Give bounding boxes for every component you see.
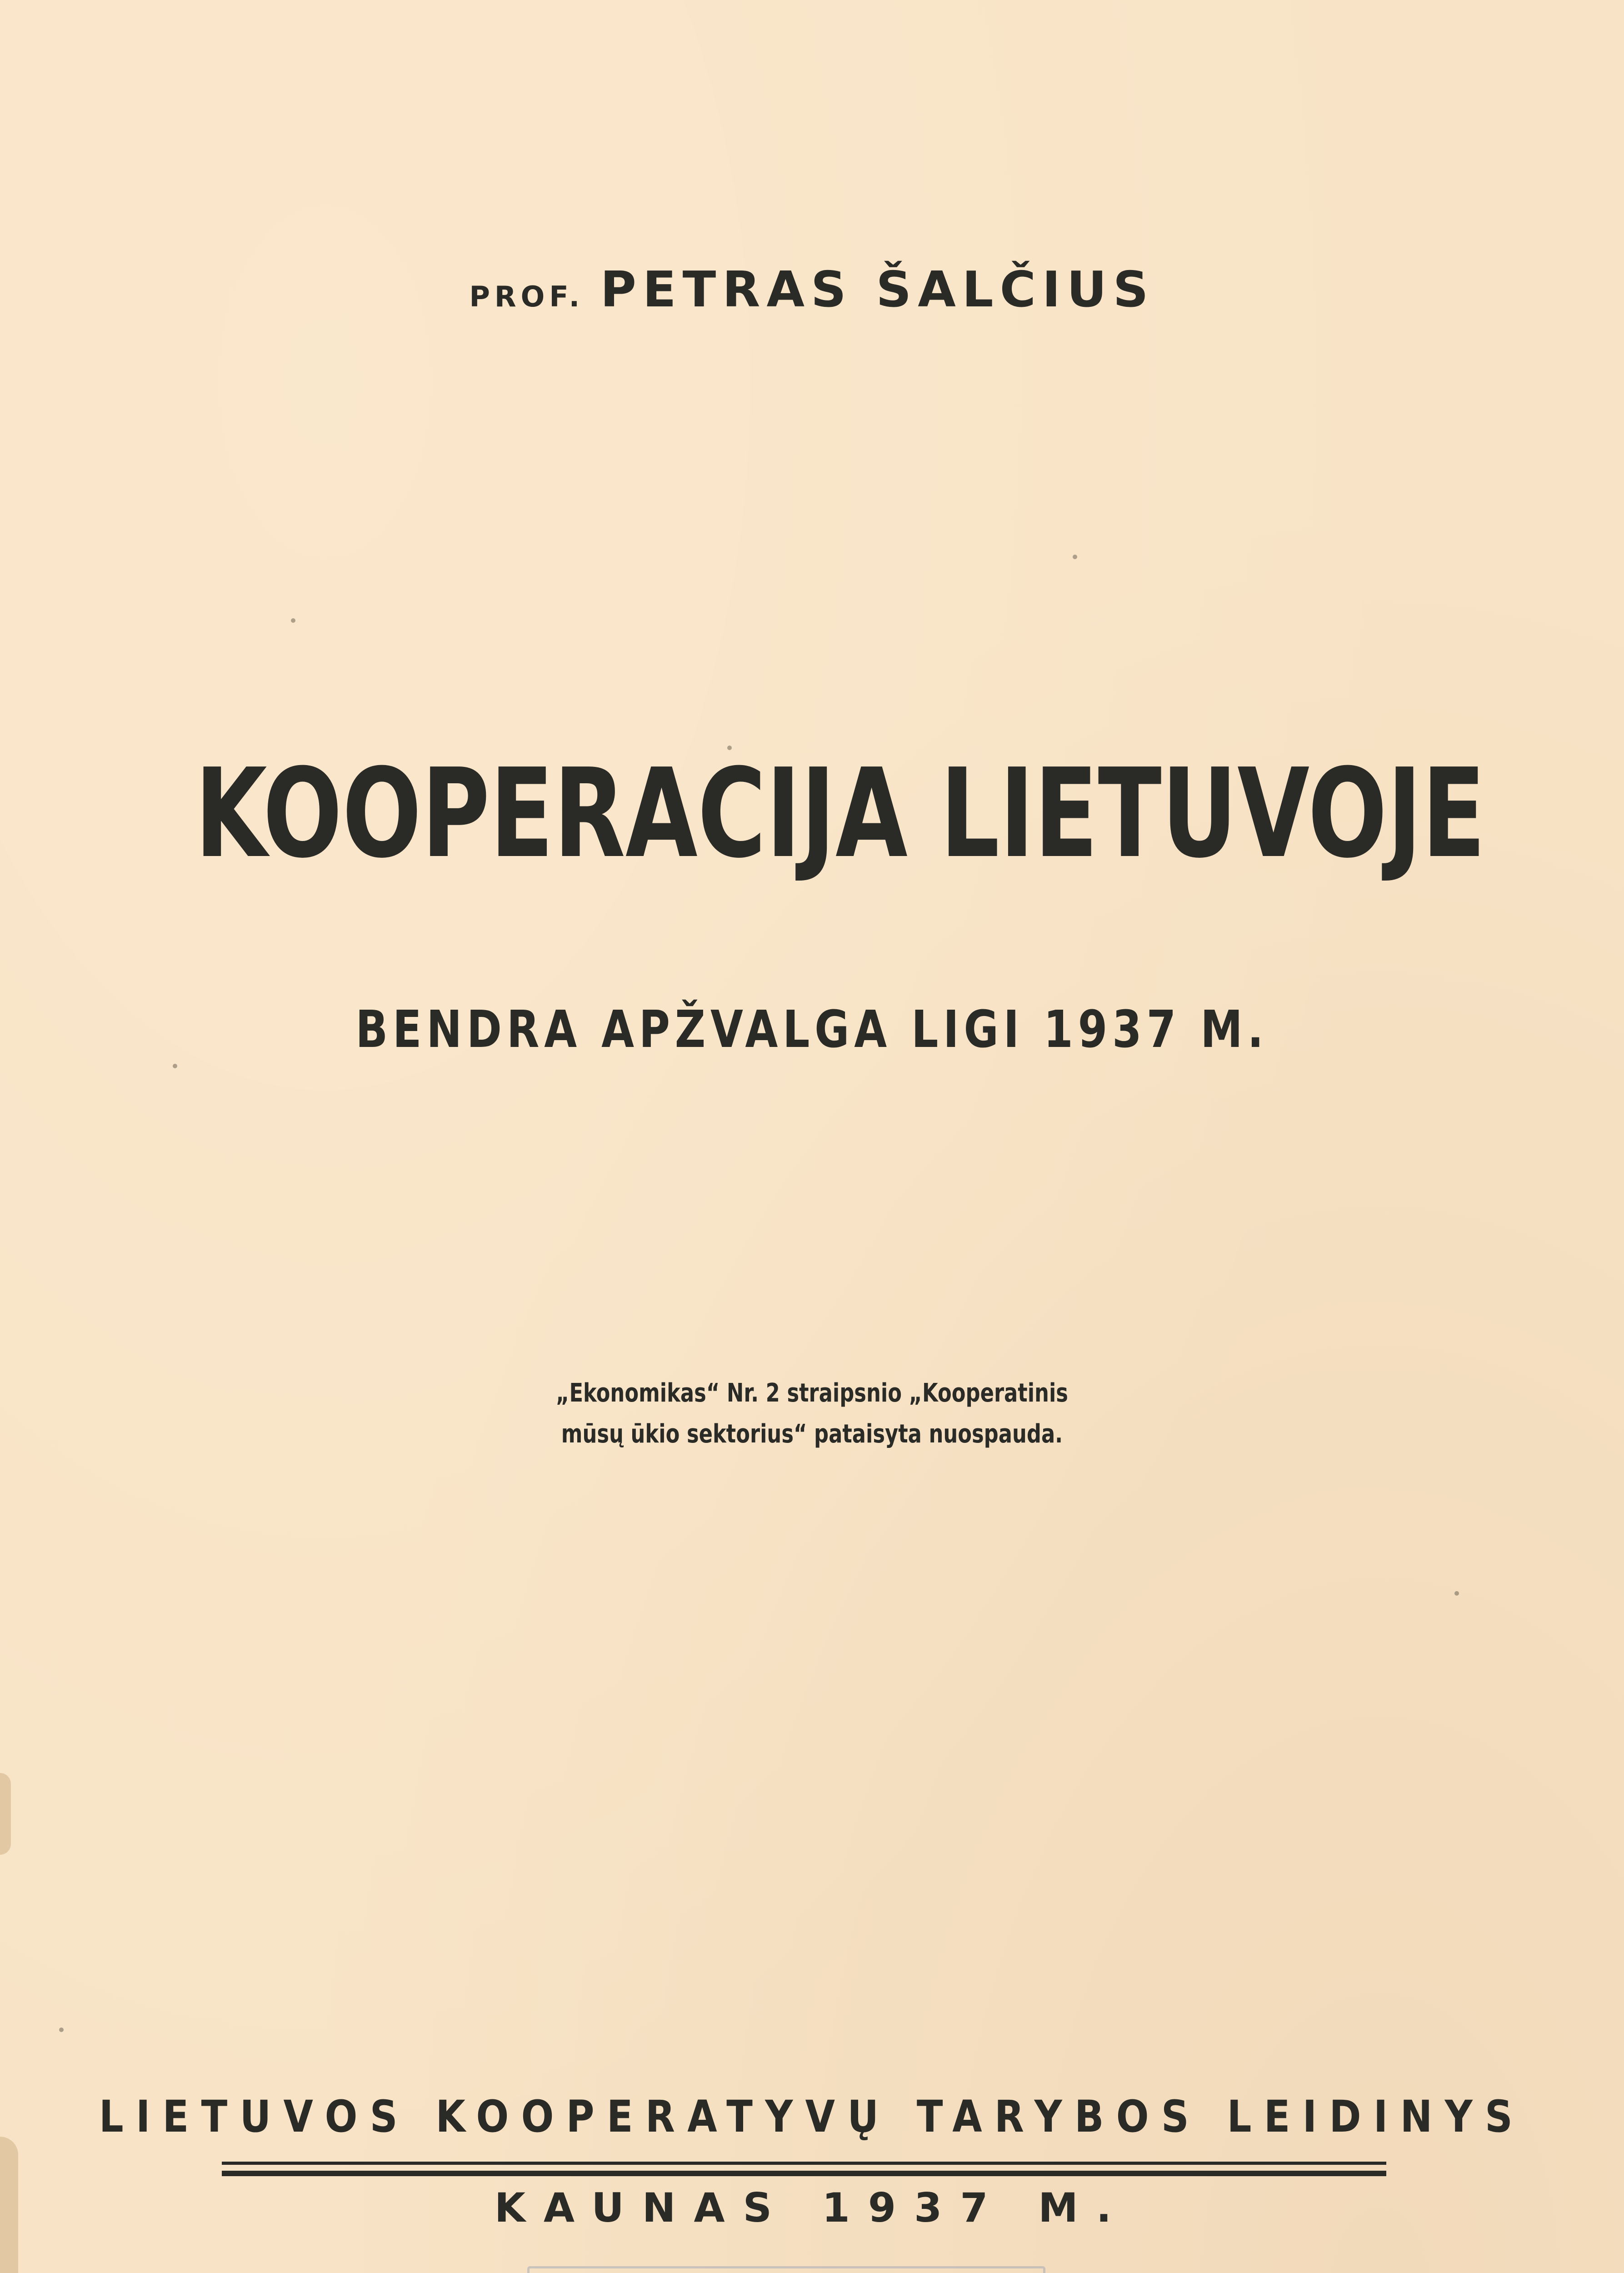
paper-speck — [1454, 1591, 1459, 1596]
reprint-note-line-2: mūsų ūkio sektorius“ pataisyta nuospauda. — [561, 1419, 1063, 1449]
edge-stain — [0, 2137, 18, 2273]
paper-speck — [727, 746, 732, 750]
author-line — [0, 261, 1624, 318]
paper-speck — [1073, 555, 1077, 559]
reprint-note-line-1: „Ekonomikas“ Nr. 2 straipsnio „Kooperatinis — [556, 1378, 1068, 1408]
book-title: KOOPERACIJA LIETUVOJE — [195, 742, 1486, 885]
edge-stain — [0, 1773, 11, 1855]
publisher-line: LIETUVOS KOOPERATYVŲ TARYBOS LEIDINYS — [99, 2091, 1525, 2142]
library-stamp — [527, 2266, 1045, 2273]
paper-speck — [173, 1064, 177, 1068]
divider-rule-thick — [222, 2171, 1386, 2176]
reprint-note — [162, 1373, 1461, 1455]
paper-speck — [59, 2028, 64, 2032]
author-name: PETRAS ŠALČIUS — [600, 261, 1155, 318]
divider-rule-thin — [222, 2162, 1386, 2165]
place-and-year: KAUNAS 1937 M. — [494, 2184, 1130, 2231]
paper-speck — [291, 618, 295, 623]
author-prefix: PROF. — [469, 280, 585, 313]
book-subtitle: BENDRA APŽVALGA LIGI 1937 M. — [355, 1000, 1269, 1059]
